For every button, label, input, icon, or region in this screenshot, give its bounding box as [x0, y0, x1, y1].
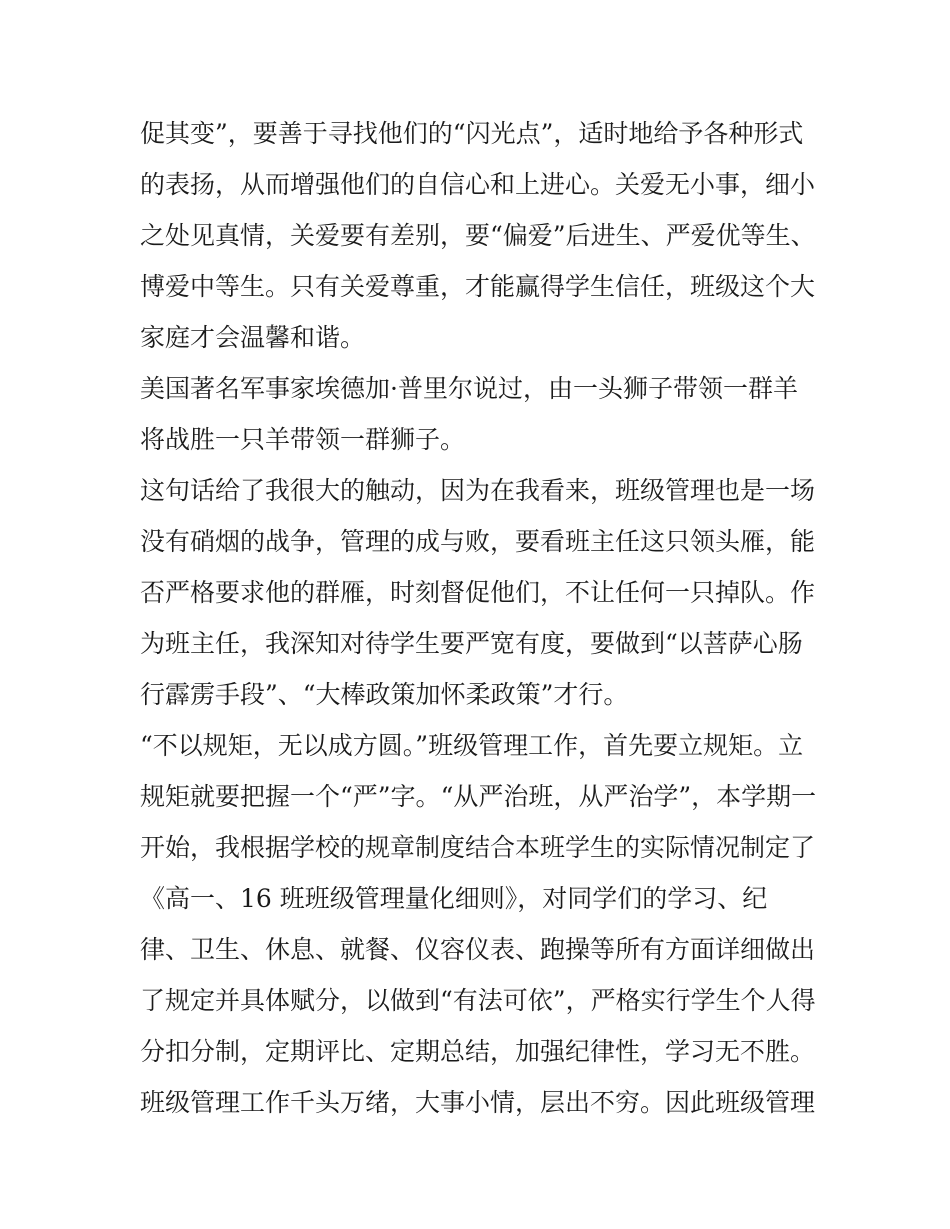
text-line: 否严格要求他的群雁，时刻督促他们，不让任何一只掉队。作 [140, 578, 816, 607]
text-line: 班级管理工作千头万绪，大事小情，层出不穷。因此班级管理 [140, 1088, 816, 1117]
text-line: 的表扬，从而增强他们的自信心和上进心。关爱无小事，细小 [140, 170, 816, 199]
text-line: 律、卫生、休息、就餐、仪容仪表、跑操等所有方面详细做出 [140, 935, 816, 964]
text-line: 《高一、16 班班级管理量化细则》，对同学们的学习、纪 [140, 884, 768, 913]
text-line: “不以规矩，无以成方圆。”班级管理工作，首先要立规矩。立 [140, 731, 804, 760]
text-line: 行霹雳手段”、“大棒政策加怀柔政策”才行。 [140, 680, 629, 709]
text-line: 了规定并具体赋分，以做到“有法可依”，严格实行学生个人得 [140, 986, 816, 1015]
text-line: 规矩就要把握一个“严”字。“从严治班，从严治学”，本学期一 [140, 782, 817, 811]
text-line: 分扣分制，定期评比、定期总结，加强纪律性，学习无不胜。 [140, 1037, 816, 1066]
text-line: 博爱中等生。只有关爱尊重，才能赢得学生信任，班级这个大 [140, 272, 816, 301]
text-line: 将战胜一只羊带领一群狮子。 [140, 425, 466, 454]
text-line: 开始，我根据学校的规章制度结合本班学生的实际情况制定了 [140, 833, 816, 862]
text-line: 美国著名军事家埃德加·普里尔说过，由一头狮子带领一群羊 [140, 374, 798, 403]
text-line: 这句话给了我很大的触动，因为在我看来，班级管理也是一场 [140, 476, 816, 505]
text-line: 没有硝烟的战争，管理的成与败，要看班主任这只领头雁，能 [140, 527, 816, 556]
body-text [140, 108, 820, 1128]
text-line: 家庭才会温馨和谐。 [140, 323, 366, 352]
text-line: 促其变”，要善于寻找他们的“闪光点”，适时地给予各种形式 [140, 119, 804, 148]
text-line: 之处见真情，关爱要有差别，要“偏爱”后进生、严爱优等生、 [140, 221, 816, 250]
text-line: 为班主任，我深知对待学生要严宽有度，要做到“以菩萨心肠 [140, 629, 803, 658]
